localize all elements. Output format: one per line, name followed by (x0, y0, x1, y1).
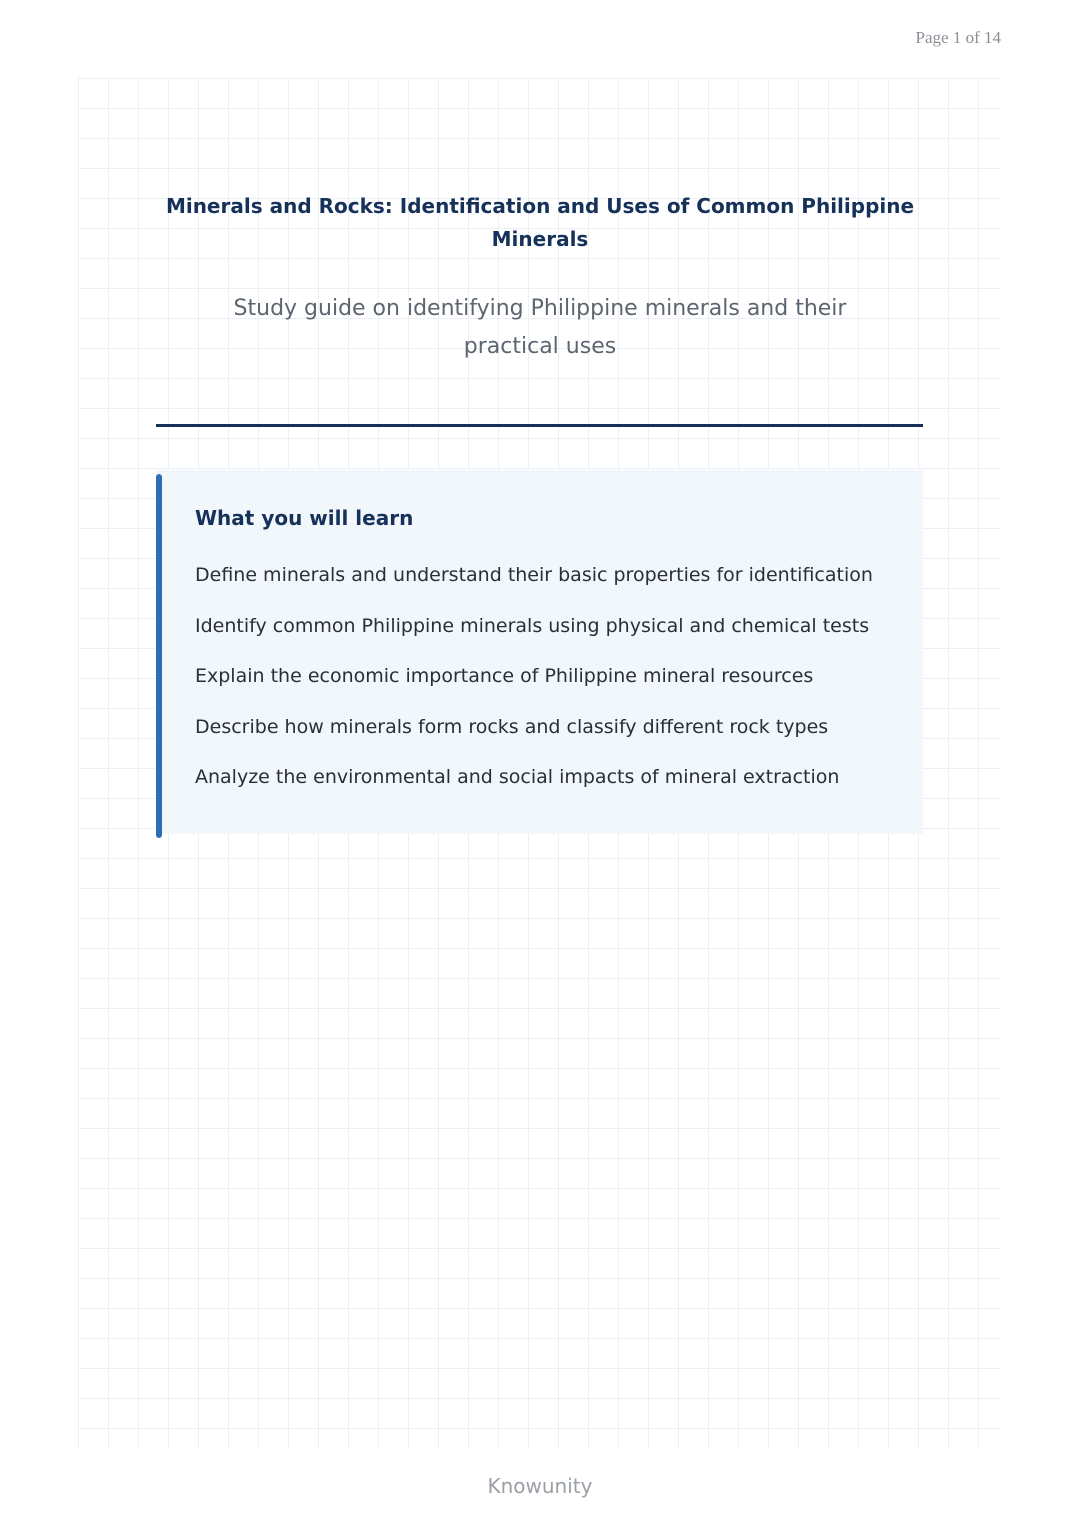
learning-objectives-accent-bar (156, 474, 162, 838)
document-subtitle: Study guide on identifying Philippine minerals and their practical uses (233, 296, 847, 359)
document-title: Minerals and Rocks: Identification and Uses of Common Philippine Minerals (165, 194, 915, 251)
learning-objectives-heading: What you will learn (195, 506, 414, 530)
learning-objective-item: Explain the economic importance of Philippine mineral resources (195, 665, 814, 687)
learning-objective-item: Identify common Philippine minerals using physical and chemical tests (195, 614, 870, 637)
learning-objective-item: Describe how minerals form rocks and classify different rock types (195, 715, 829, 738)
footer-brand: Knowunity (487, 1474, 593, 1498)
learning-objective-item: Define minerals and understand their basic properties for identification (195, 564, 873, 586)
page-counter: Page 1 of 14 (915, 28, 1001, 47)
learning-objectives-list (195, 560, 873, 813)
title-divider (156, 424, 923, 427)
learning-objective-item: Analyze the environmental and social impacts of mineral extraction (195, 766, 840, 788)
